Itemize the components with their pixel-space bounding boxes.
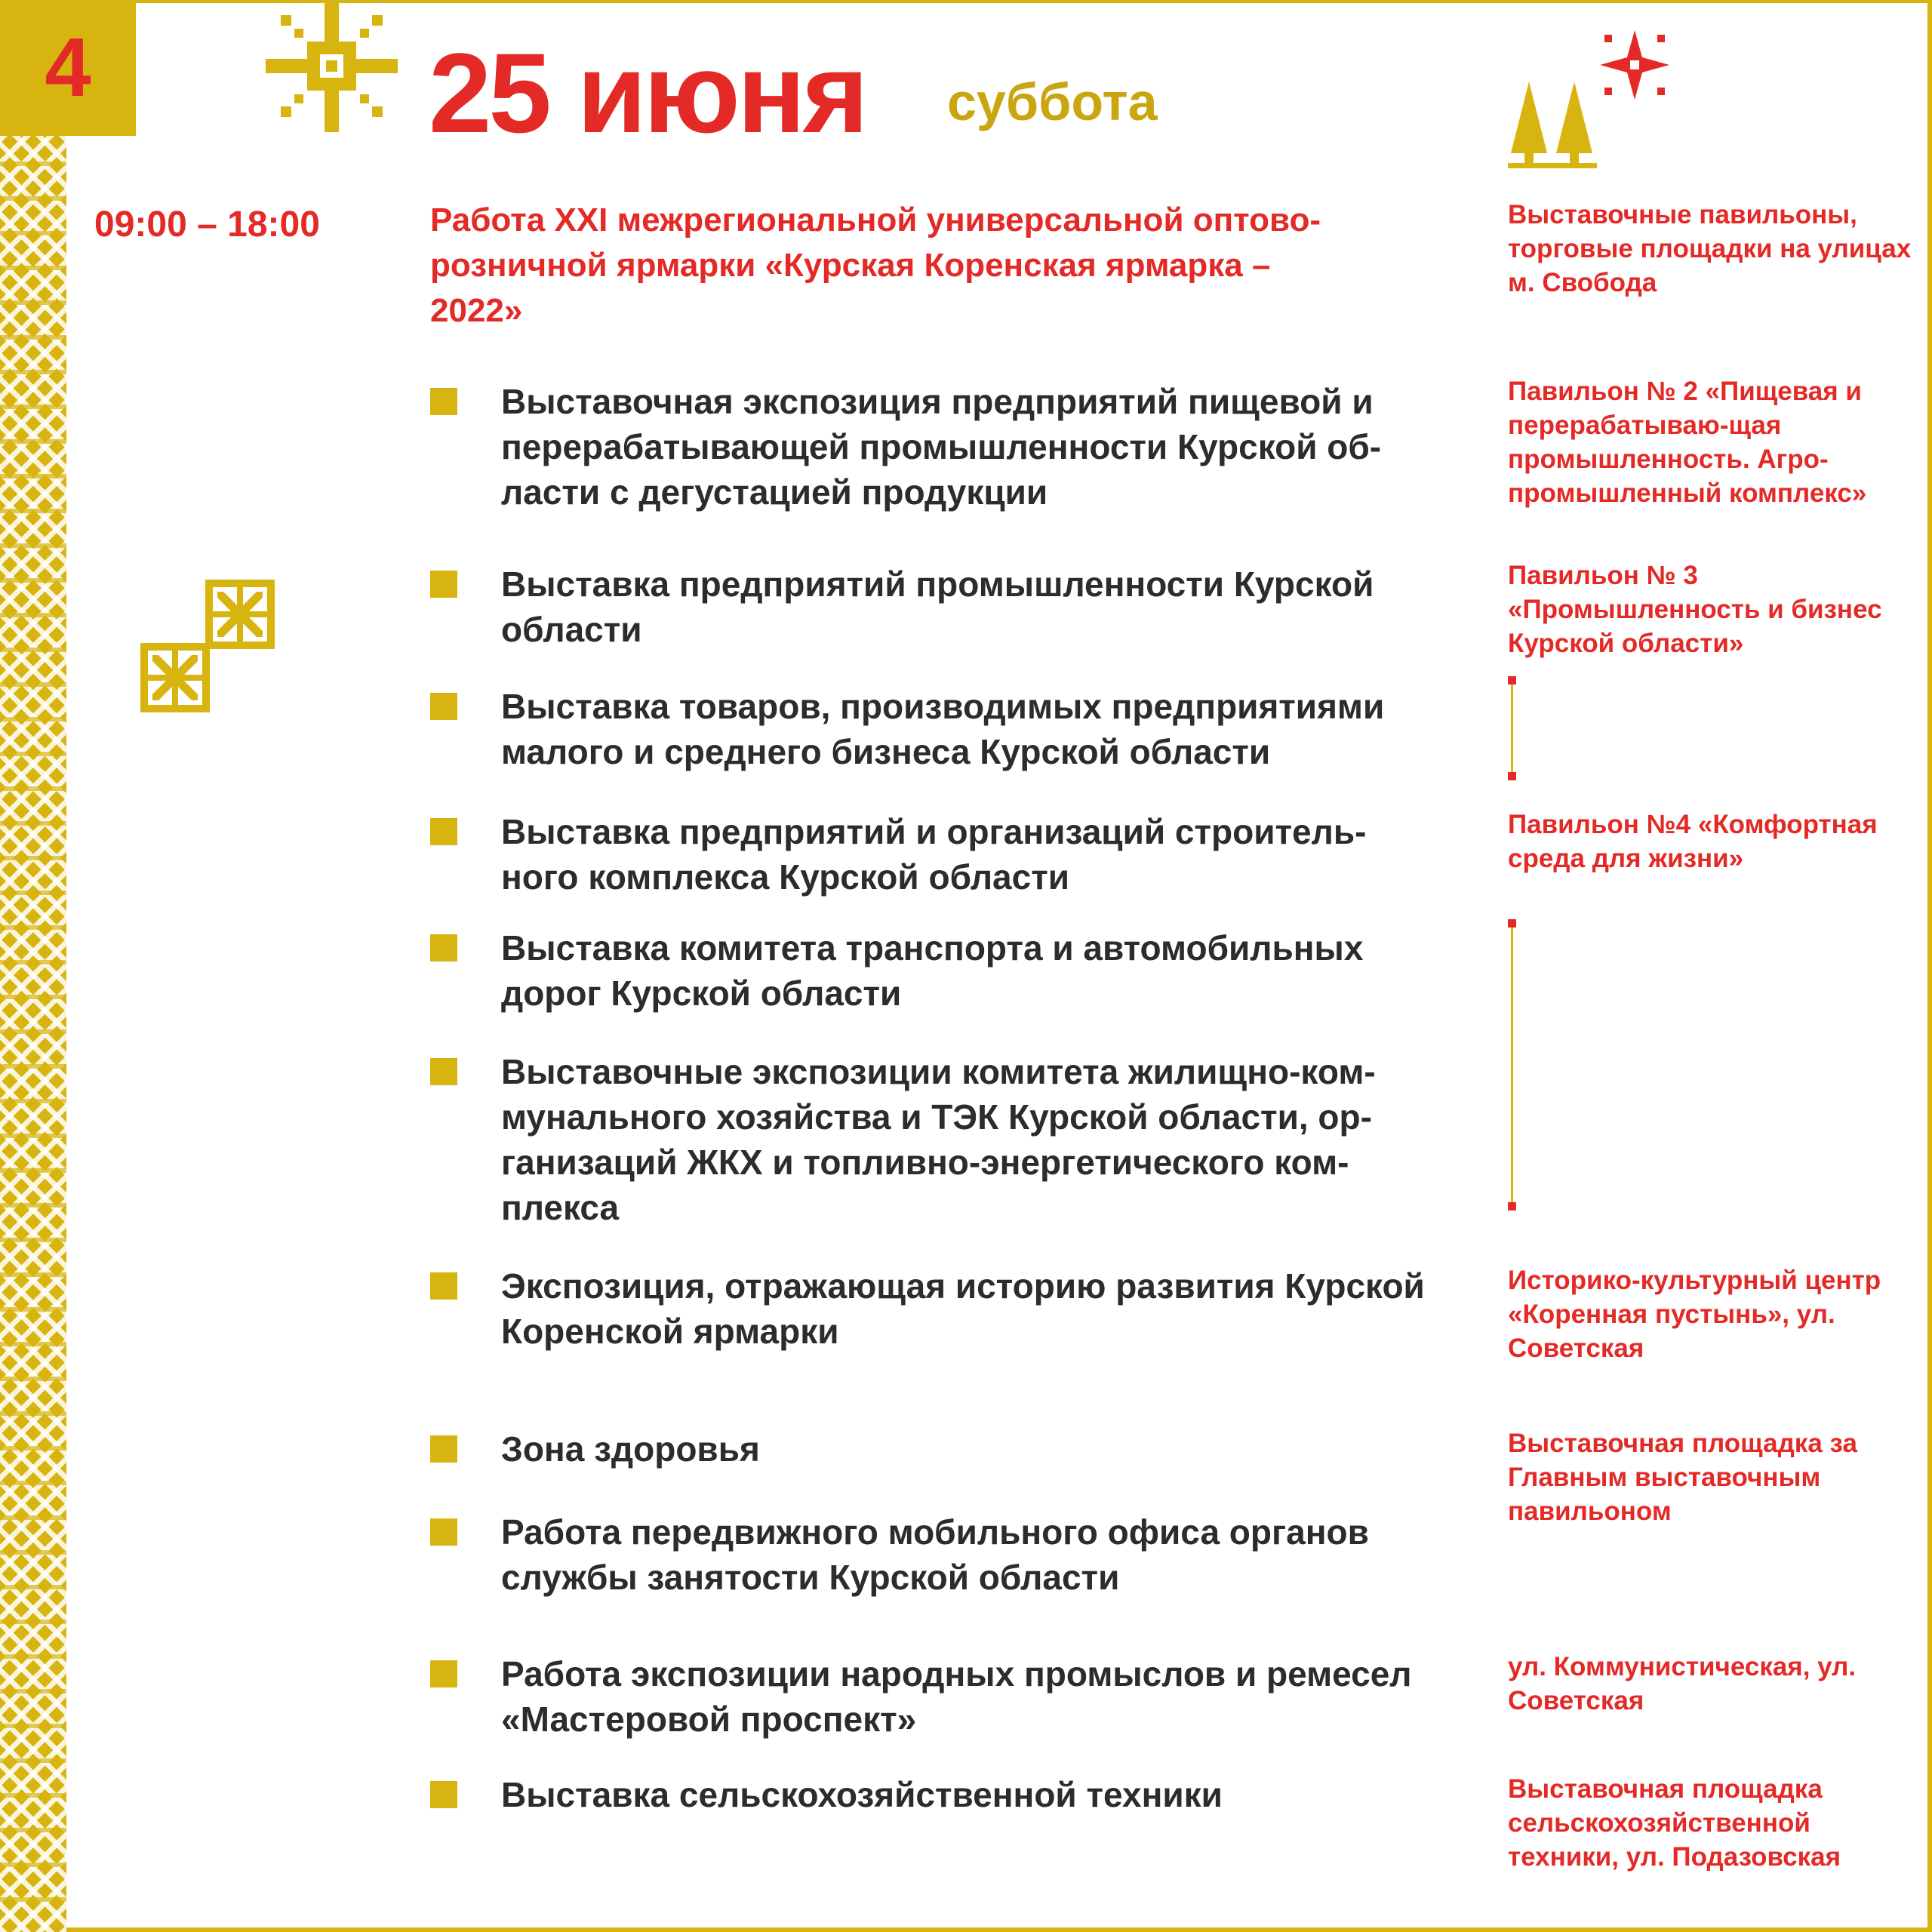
venue-text: Историко-культурный центр «Коренная пустынь», ул. Советская <box>1508 1266 1881 1363</box>
list-item <box>430 1263 1426 1354</box>
bullet-square-icon <box>430 934 457 961</box>
list-item <box>430 1509 1426 1600</box>
bottom-border <box>0 1927 1932 1932</box>
list-item-text: Выставочные экспозиции комитета жилищно-ком-мунального хозяйства и ТЭК Курской области, ор-ганизаций ЖКХ и топливно-энергетического ком-плекса <box>501 1052 1376 1227</box>
list-item <box>430 379 1426 515</box>
venue-text: ул. Коммунистическая, ул. Советская <box>1508 1652 1857 1715</box>
list-item-text: Выставка сельскохозяйственной техники <box>501 1775 1223 1814</box>
venue-text: Павильон № 2 «Пищевая и перерабатываю-щая промышленность. Агро-промышленный комплекс» <box>1508 377 1867 508</box>
bullet-square-icon <box>430 1660 457 1687</box>
list-item-text: Выставка комитета транспорта и автомобильных дорог Курской области <box>501 928 1364 1013</box>
bullet-square-icon <box>430 818 457 845</box>
list-item <box>430 561 1426 652</box>
venue-text: Павильон № 3 «Промышленность и бизнес Курской области» <box>1508 561 1882 658</box>
venue-text: Выставочная площадка за Главным выставочным павильоном <box>1508 1429 1857 1526</box>
bullet-square-icon <box>430 1435 457 1463</box>
list-item-text: Работа передвижного мобильного офиса органов службы занятости Курской области <box>501 1512 1369 1597</box>
list-item <box>430 1049 1426 1230</box>
list-item <box>430 1772 1426 1817</box>
list-item <box>430 1426 1426 1472</box>
bullet-square-icon <box>430 693 457 720</box>
star-ornament-icon <box>1600 30 1669 100</box>
snowflake-ornament-icon <box>266 0 398 132</box>
list-item <box>430 925 1426 1016</box>
bullet-square-icon <box>430 1518 457 1546</box>
snowflake-small-icon <box>205 580 275 649</box>
list-item <box>430 1651 1426 1742</box>
bullet-square-icon <box>430 1781 457 1808</box>
bullet-square-icon <box>430 388 457 415</box>
list-item-text: Выставка товаров, производимых предприятиями малого и среднего бизнеса Курской области <box>501 687 1385 771</box>
main-event-venue: Выставочные павильоны, торговые площадки на улицах м. Свобода <box>1508 200 1912 297</box>
top-border <box>136 0 1932 3</box>
ornament-band-left <box>0 136 66 1932</box>
day-number-badge <box>0 0 136 136</box>
bullet-square-icon <box>430 1272 457 1300</box>
list-item-text: Выставочная экспозиция предприятий пищевой и перерабатывающей промышленности Курской об-ласти с дегустацией продукции <box>501 382 1382 512</box>
list-item <box>430 684 1426 774</box>
list-item-text: Выставка предприятий и организаций строитель-ного комплекса Курской области <box>501 812 1367 897</box>
right-border <box>1927 0 1932 1932</box>
venue-range-bracket <box>1508 676 1517 780</box>
weekday-label: суббота <box>947 72 1158 131</box>
list-item-text: Экспозиция, отражающая историю развития Курской Коренской ярмарки <box>501 1266 1425 1351</box>
list-item <box>430 809 1426 900</box>
tree-ornament-icon <box>1508 82 1597 168</box>
bullet-square-icon <box>430 1058 457 1085</box>
list-item-text: Выставка предприятий промышленности Курской области <box>501 565 1374 649</box>
venue-range-bracket <box>1508 919 1517 1211</box>
event-time: 09:00 – 18:00 <box>94 205 320 245</box>
main-event-title: Работа XXI межрегиональной универсальной оптово-розничной ярмарки «Курская Коренская ярмарка – 2022» <box>430 202 1321 329</box>
day-number: 4 <box>45 21 91 114</box>
bullet-square-icon <box>430 571 457 598</box>
venue-text: Павильон №4 «Комфортная среда для жизни» <box>1508 810 1878 873</box>
list-item-text: Работа экспозиции народных промыслов и ремесел «Мастеровой проспект» <box>501 1654 1412 1739</box>
snowflake-small-icon <box>140 643 210 712</box>
venue-text: Выставочная площадка сельскохозяйственной техники, ул. Подазовская <box>1508 1774 1841 1872</box>
date-title: 25 июня <box>429 29 866 156</box>
list-item-text: Зона здоровья <box>501 1429 760 1469</box>
